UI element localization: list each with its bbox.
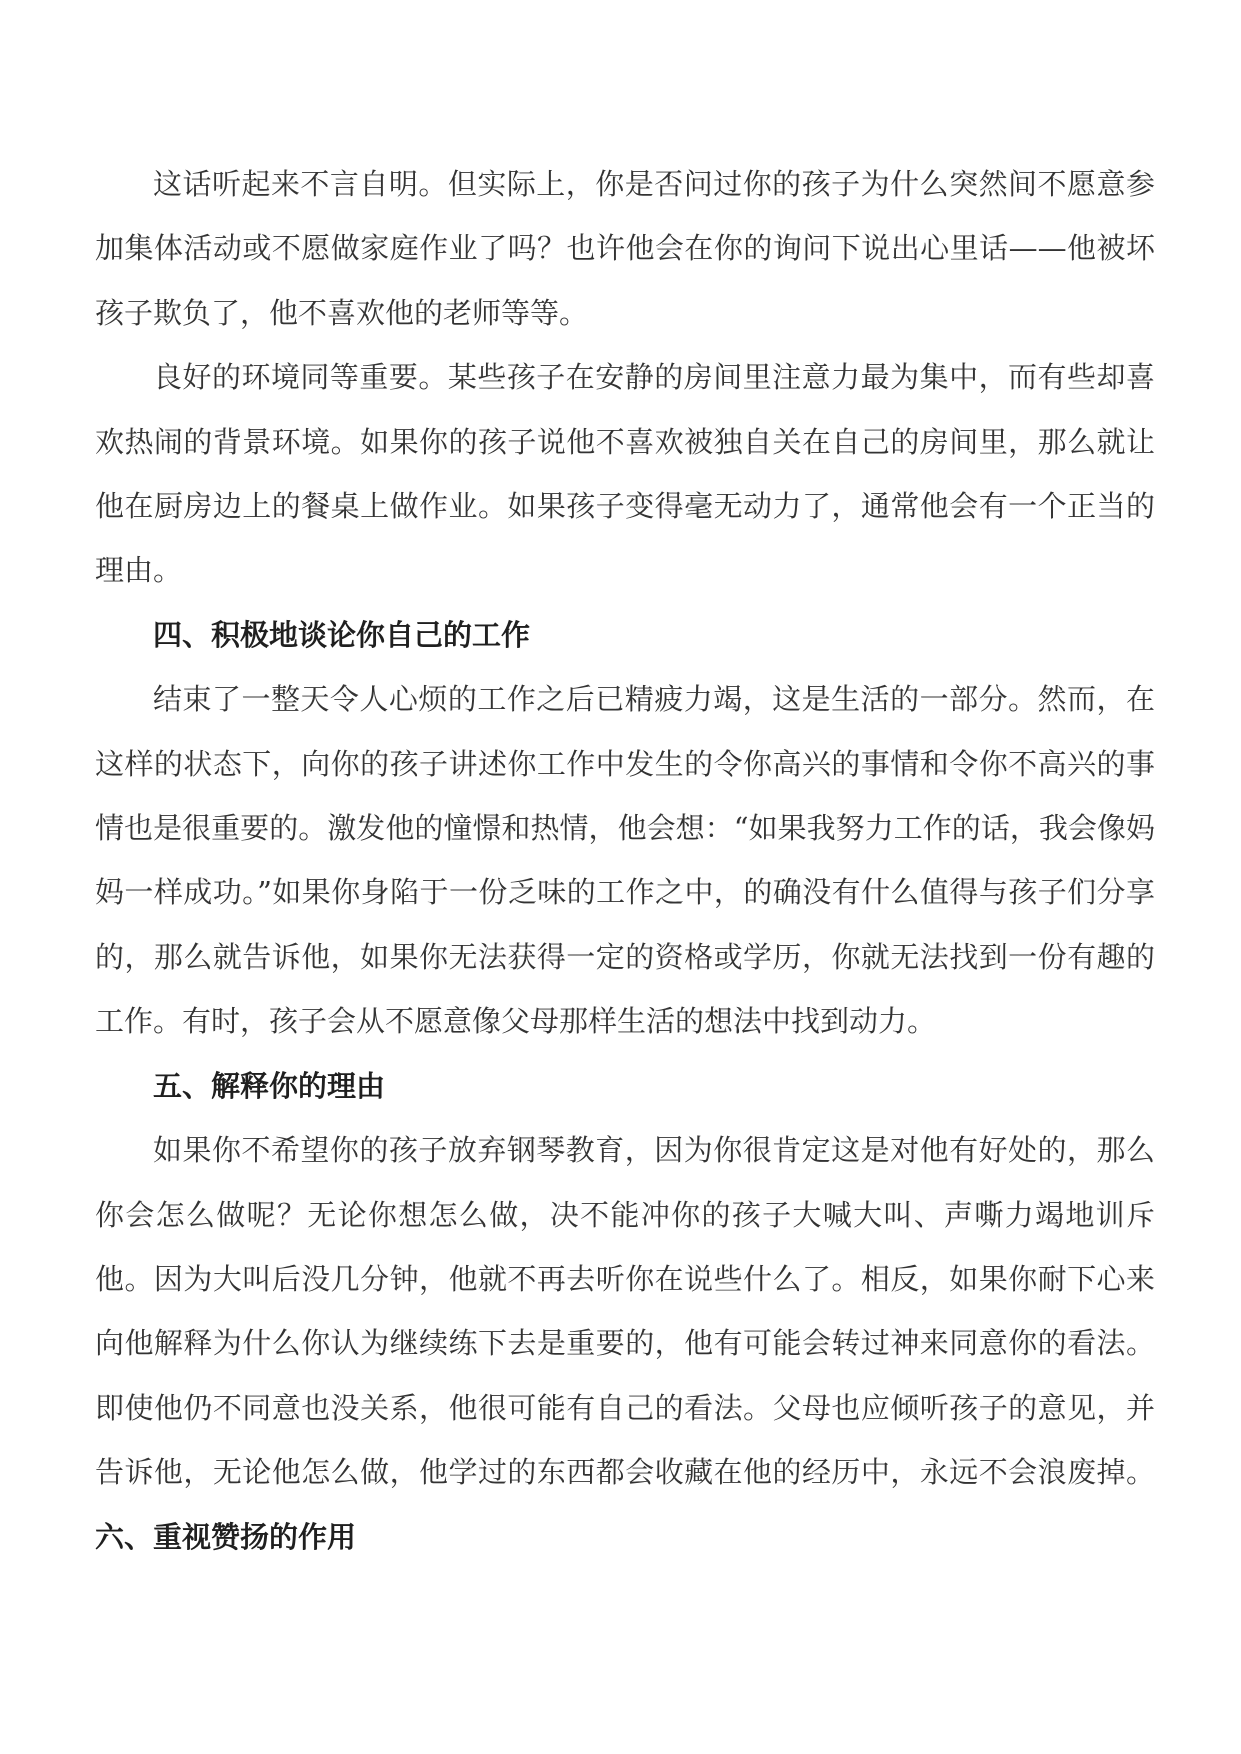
paragraph-3: 结束了一整天令人心烦的工作之后已精疲力竭，这是生活的一部分。然而，在这样的状态下，向你的孩子讲述你工作中发生的令你高兴的事情和令你不高兴的事情也是很重要的。激发他的憧憬和热情，他会想：“如果我努力工作的话，我会像妈妈一样成功。”如果你身陷于一份乏味的工作之中，的确没有什么值得与孩子们分享的，那么就告诉他，如果你无法获得一定的资格或学历，你就无法找到一份有趣的工作。有时，孩子会从不愿意像父母那样生活的想法中找到动力。 xyxy=(95,682,1155,1039)
document-page xyxy=(95,152,1155,1569)
paragraph-2: 良好的环境同等重要。某些孩子在安静的房间里注意力最为集中，而有些却喜欢热闹的背景环境。如果你的孩子说他不喜欢被独自关在自己的房间里，那么就让他在厨房边上的餐桌上做作业。如果孩子变得毫无动力了，通常他会有一个正当的理由。 xyxy=(95,360,1155,588)
paragraph-4-text: 如果你不希望你的孩子放弃钢琴教育，因为你很肯定这是对他有好处的，那么你会怎么做呢？无论你想怎么做，决不能冲你的孩子大喊大叫、声嘶力竭地训斥他。因为大叫后没几分钟，他就不再去听你在说些什么了。相反，如果你耐下心来向他解释为什么你认为继续练下去是重要的，他有可能会转过神来同意你的看法。即使他仍不同意也没关系，他很可能有自己的看法。父母也应倾听孩子的意见，并告诉他，无论他怎么做，他学过的东西都会收藏在他的经历中，永远不会浪废掉。 xyxy=(95,1133,1155,1490)
section-heading-4: 四、积极地谈论你自己的工作 xyxy=(153,617,531,652)
section-heading-6: 六、重视赞扬的作用 xyxy=(95,1519,357,1554)
paragraph-1: 这话听起来不言自明。但实际上，你是否问过你的孩子为什么突然间不愿意参加集体活动或不愿做家庭作业了吗？也许他会在你的询问下说出心里话——他被坏孩子欺负了，他不喜欢他的老师等等。 xyxy=(95,167,1155,330)
paragraph-4 xyxy=(95,1118,1155,1569)
section-heading-5: 五、解释你的理由 xyxy=(153,1068,386,1103)
